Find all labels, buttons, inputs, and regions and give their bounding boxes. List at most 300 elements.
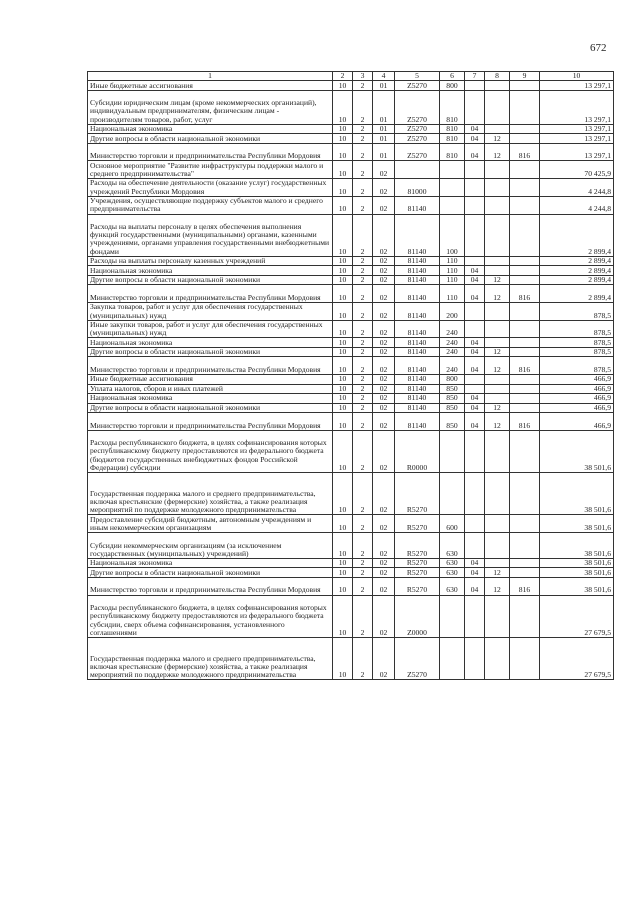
- row-name-cell: Другие вопросы в области национальной экономики: [88, 347, 333, 357]
- activity-cell: 02: [373, 595, 395, 637]
- row-name-cell: Другие вопросы в области национальной экономики: [88, 134, 333, 144]
- ministry-cell: 816: [510, 413, 540, 431]
- ministry-cell: [510, 90, 540, 124]
- activity-cell: 01: [373, 81, 395, 91]
- row-name-cell: Иные бюджетные ассигнования: [88, 81, 333, 91]
- amount-cell: 13 297,1: [540, 81, 614, 91]
- table-row: [88, 577, 614, 595]
- table-row: [88, 161, 614, 179]
- subprogram-cell: 2: [353, 214, 373, 256]
- amount-cell: 13 297,1: [540, 90, 614, 124]
- table-body: [88, 81, 614, 680]
- target-article-cell: 81140: [395, 275, 440, 285]
- subsection-cell: [485, 256, 510, 266]
- section-code-cell: [465, 196, 485, 214]
- target-article-cell: 81000: [395, 179, 440, 197]
- amount-cell: 38 501,6: [540, 577, 614, 595]
- section-code-cell: [465, 90, 485, 124]
- subprogram-cell: 2: [353, 124, 373, 134]
- section-code-cell: 04: [465, 134, 485, 144]
- section-cell: 10: [333, 303, 353, 321]
- target-article-cell: R0000: [395, 430, 440, 472]
- target-article-cell: Z5270: [395, 637, 440, 679]
- ministry-cell: [510, 266, 540, 276]
- expense-type-cell: 110: [440, 275, 465, 285]
- activity-cell: 02: [373, 568, 395, 578]
- row-name-cell: Другие вопросы в области национальной экономики: [88, 568, 333, 578]
- amount-cell: 13 297,1: [540, 124, 614, 134]
- section-code-cell: [465, 320, 485, 338]
- table-row: [88, 214, 614, 256]
- target-article-cell: 81140: [395, 357, 440, 375]
- activity-cell: 02: [373, 403, 395, 413]
- subsection-cell: 12: [485, 143, 510, 161]
- amount-cell: 466,9: [540, 403, 614, 413]
- subsection-cell: [485, 338, 510, 348]
- header-cell: 5: [395, 72, 440, 81]
- section-code-cell: 04: [465, 403, 485, 413]
- subsection-cell: [485, 303, 510, 321]
- subsection-cell: [485, 473, 510, 515]
- table-row: [88, 275, 614, 285]
- table-row: [88, 134, 614, 144]
- amount-cell: 38 501,6: [540, 568, 614, 578]
- section-cell: 10: [333, 384, 353, 394]
- section-cell: 10: [333, 637, 353, 679]
- subprogram-cell: 2: [353, 143, 373, 161]
- subsection-cell: [485, 320, 510, 338]
- header-cell: 1: [88, 72, 333, 81]
- expense-type-cell: 630: [440, 568, 465, 578]
- activity-cell: 02: [373, 285, 395, 303]
- activity-cell: 01: [373, 90, 395, 124]
- amount-cell: 38 501,6: [540, 558, 614, 568]
- row-name-cell: Другие вопросы в области национальной экономики: [88, 403, 333, 413]
- subprogram-cell: 2: [353, 384, 373, 394]
- header-cell: 9: [510, 72, 540, 81]
- table-row: [88, 143, 614, 161]
- ministry-cell: 816: [510, 577, 540, 595]
- section-cell: 10: [333, 515, 353, 533]
- subprogram-cell: 2: [353, 577, 373, 595]
- section-cell: 10: [333, 558, 353, 568]
- table-row: [88, 320, 614, 338]
- header-cell: 3: [353, 72, 373, 81]
- amount-cell: 70 425,9: [540, 161, 614, 179]
- section-code-cell: [465, 515, 485, 533]
- subsection-cell: 12: [485, 568, 510, 578]
- activity-cell: 02: [373, 196, 395, 214]
- ministry-cell: [510, 375, 540, 385]
- target-article-cell: 81140: [395, 320, 440, 338]
- row-name-cell: Закупка товаров, работ и услуг для обеспечения государственных (муниципальных) нужд: [88, 303, 333, 321]
- subprogram-cell: 2: [353, 533, 373, 559]
- section-cell: 10: [333, 214, 353, 256]
- row-name-cell: Министерство торговли и предпринимательства Республики Мордовия: [88, 285, 333, 303]
- table-row: [88, 81, 614, 91]
- subprogram-cell: 2: [353, 196, 373, 214]
- row-name-cell: Расходы на выплаты персоналу казенных учреждений: [88, 256, 333, 266]
- amount-cell: 27 679,5: [540, 595, 614, 637]
- expense-type-cell: [440, 179, 465, 197]
- subprogram-cell: 2: [353, 357, 373, 375]
- ministry-cell: [510, 275, 540, 285]
- expense-type-cell: 810: [440, 134, 465, 144]
- target-article-cell: 81140: [395, 196, 440, 214]
- subprogram-cell: 2: [353, 413, 373, 431]
- section-cell: 10: [333, 196, 353, 214]
- amount-cell: 878,5: [540, 338, 614, 348]
- activity-cell: 02: [373, 214, 395, 256]
- section-code-cell: 04: [465, 357, 485, 375]
- subsection-cell: [485, 179, 510, 197]
- ministry-cell: [510, 430, 540, 472]
- subprogram-cell: 2: [353, 266, 373, 276]
- ministry-cell: 816: [510, 357, 540, 375]
- section-code-cell: [465, 384, 485, 394]
- subprogram-cell: 2: [353, 179, 373, 197]
- section-cell: 10: [333, 338, 353, 348]
- amount-cell: 466,9: [540, 384, 614, 394]
- amount-cell: 2 899,4: [540, 214, 614, 256]
- ministry-cell: [510, 568, 540, 578]
- row-name-cell: Расходы на выплаты персоналу в целях обеспечения выполнения функций государственными (муниципальными) органами, казенными учреждениями, органами управления государственными внебюджетными фондами: [88, 214, 333, 256]
- ministry-cell: [510, 637, 540, 679]
- subprogram-cell: 2: [353, 515, 373, 533]
- expense-type-cell: 800: [440, 375, 465, 385]
- expense-type-cell: 810: [440, 143, 465, 161]
- subsection-cell: [485, 214, 510, 256]
- activity-cell: 02: [373, 384, 395, 394]
- expense-type-cell: 240: [440, 338, 465, 348]
- subsection-cell: 12: [485, 285, 510, 303]
- ministry-cell: [510, 256, 540, 266]
- section-code-cell: 04: [465, 143, 485, 161]
- activity-cell: 01: [373, 143, 395, 161]
- subsection-cell: 12: [485, 347, 510, 357]
- activity-cell: 02: [373, 558, 395, 568]
- ministry-cell: [510, 81, 540, 91]
- amount-cell: 878,5: [540, 357, 614, 375]
- target-article-cell: 81140: [395, 256, 440, 266]
- subsection-cell: 12: [485, 413, 510, 431]
- table-row: [88, 196, 614, 214]
- target-article-cell: 81140: [395, 413, 440, 431]
- table-row: [88, 179, 614, 197]
- amount-cell: 38 501,6: [540, 533, 614, 559]
- section-cell: 10: [333, 266, 353, 276]
- section-code-cell: 04: [465, 394, 485, 404]
- expense-type-cell: [440, 161, 465, 179]
- target-article-cell: Z5270: [395, 81, 440, 91]
- amount-cell: 2 899,4: [540, 285, 614, 303]
- section-code-cell: 04: [465, 275, 485, 285]
- target-article-cell: 81140: [395, 347, 440, 357]
- amount-cell: 2 899,4: [540, 275, 614, 285]
- ministry-cell: [510, 403, 540, 413]
- expense-type-cell: [440, 430, 465, 472]
- section-code-cell: [465, 473, 485, 515]
- header-cell: 6: [440, 72, 465, 81]
- amount-cell: 878,5: [540, 347, 614, 357]
- target-article-cell: 81140: [395, 384, 440, 394]
- subsection-cell: [485, 430, 510, 472]
- expense-type-cell: 110: [440, 266, 465, 276]
- activity-cell: 02: [373, 515, 395, 533]
- activity-cell: 02: [373, 338, 395, 348]
- activity-cell: 02: [373, 394, 395, 404]
- section-cell: 10: [333, 568, 353, 578]
- target-article-cell: 81140: [395, 214, 440, 256]
- ministry-cell: [510, 196, 540, 214]
- section-code-cell: 04: [465, 568, 485, 578]
- row-name-cell: Национальная экономика: [88, 266, 333, 276]
- subprogram-cell: 2: [353, 320, 373, 338]
- target-article-cell: 81140: [395, 266, 440, 276]
- amount-cell: 2 899,4: [540, 256, 614, 266]
- table-row: [88, 90, 614, 124]
- activity-cell: 02: [373, 303, 395, 321]
- ministry-cell: [510, 394, 540, 404]
- section-code-cell: [465, 430, 485, 472]
- table-row: [88, 357, 614, 375]
- table-row: [88, 384, 614, 394]
- target-article-cell: 81140: [395, 338, 440, 348]
- activity-cell: 02: [373, 430, 395, 472]
- row-name-cell: Расходы республиканского бюджета, в целях софинансирования которых республиканскому бюджету предоставляются из федерального бюджета (бюджетов государственных внебюджетных фондов Российской Федерации) субсидии: [88, 430, 333, 472]
- subsection-cell: [485, 81, 510, 91]
- activity-cell: 02: [373, 161, 395, 179]
- subprogram-cell: 2: [353, 285, 373, 303]
- row-name-cell: Министерство торговли и предпринимательства Республики Мордовия: [88, 357, 333, 375]
- table-row: [88, 347, 614, 357]
- amount-cell: 38 501,6: [540, 515, 614, 533]
- row-name-cell: Государственная поддержка малого и среднего предпринимательства, включая крестьянские (фермерские) хозяйства, а также реализация мероприятий по поддержке молодежного предпринимательства: [88, 637, 333, 679]
- subsection-cell: 12: [485, 403, 510, 413]
- expense-type-cell: 110: [440, 256, 465, 266]
- header-cell: 2: [333, 72, 353, 81]
- table-row: [88, 266, 614, 276]
- section-code-cell: 04: [465, 124, 485, 134]
- section-cell: 10: [333, 403, 353, 413]
- expense-type-cell: 200: [440, 303, 465, 321]
- table-row: [88, 403, 614, 413]
- activity-cell: 02: [373, 347, 395, 357]
- header-cell: 10: [540, 72, 614, 81]
- expense-type-cell: 850: [440, 384, 465, 394]
- row-name-cell: Национальная экономика: [88, 558, 333, 568]
- section-cell: 10: [333, 430, 353, 472]
- section-code-cell: 04: [465, 338, 485, 348]
- expense-type-cell: 600: [440, 515, 465, 533]
- section-cell: 10: [333, 81, 353, 91]
- subsection-cell: [485, 124, 510, 134]
- table-row: [88, 473, 614, 515]
- subprogram-cell: 2: [353, 161, 373, 179]
- row-name-cell: Национальная экономика: [88, 394, 333, 404]
- row-name-cell: Национальная экономика: [88, 124, 333, 134]
- table-row: [88, 413, 614, 431]
- section-cell: 10: [333, 90, 353, 124]
- amount-cell: 466,9: [540, 413, 614, 431]
- section-code-cell: [465, 637, 485, 679]
- expense-type-cell: 100: [440, 214, 465, 256]
- subsection-cell: [485, 533, 510, 559]
- expense-type-cell: 630: [440, 558, 465, 568]
- subsection-cell: [485, 196, 510, 214]
- ministry-cell: [510, 124, 540, 134]
- subprogram-cell: 2: [353, 558, 373, 568]
- target-article-cell: R5270: [395, 568, 440, 578]
- expense-type-cell: 810: [440, 90, 465, 124]
- target-article-cell: 81140: [395, 394, 440, 404]
- subprogram-cell: 2: [353, 81, 373, 91]
- amount-cell: 4 244,8: [540, 196, 614, 214]
- row-name-cell: Расходы республиканского бюджета, в целях софинансирования которых республиканскому бюджету предоставляются из федерального бюджета субсидии, сверх объема софинансирования, установленного соглашениями: [88, 595, 333, 637]
- table-row: [88, 568, 614, 578]
- section-code-cell: 04: [465, 558, 485, 568]
- expense-type-cell: [440, 196, 465, 214]
- ministry-cell: [510, 161, 540, 179]
- activity-cell: 02: [373, 266, 395, 276]
- expense-type-cell: [440, 637, 465, 679]
- subsection-cell: [485, 384, 510, 394]
- section-code-cell: [465, 81, 485, 91]
- subsection-cell: [485, 266, 510, 276]
- budget-table: [87, 71, 614, 680]
- subsection-cell: [485, 558, 510, 568]
- target-article-cell: 81140: [395, 403, 440, 413]
- row-name-cell: Иные закупки товаров, работ и услуг для обеспечения государственных (муниципальных) нужд: [88, 320, 333, 338]
- table-row: [88, 595, 614, 637]
- ministry-cell: [510, 179, 540, 197]
- table-row: [88, 285, 614, 303]
- section-cell: 10: [333, 161, 353, 179]
- expense-type-cell: 240: [440, 320, 465, 338]
- section-cell: 10: [333, 179, 353, 197]
- target-article-cell: Z5270: [395, 90, 440, 124]
- section-cell: 10: [333, 256, 353, 266]
- section-code-cell: 04: [465, 577, 485, 595]
- subprogram-cell: 2: [353, 134, 373, 144]
- row-name-cell: Учреждения, осуществляющие поддержку субъектов малого и среднего предпринимательства: [88, 196, 333, 214]
- section-code-cell: [465, 256, 485, 266]
- subsection-cell: 12: [485, 275, 510, 285]
- target-article-cell: 81140: [395, 303, 440, 321]
- section-code-cell: 04: [465, 285, 485, 303]
- section-code-cell: [465, 375, 485, 385]
- ministry-cell: [510, 214, 540, 256]
- activity-cell: 02: [373, 320, 395, 338]
- ministry-cell: [510, 320, 540, 338]
- table-row: [88, 430, 614, 472]
- ministry-cell: [510, 384, 540, 394]
- expense-type-cell: 800: [440, 81, 465, 91]
- table-row: [88, 338, 614, 348]
- activity-cell: 02: [373, 637, 395, 679]
- subprogram-cell: 2: [353, 338, 373, 348]
- row-name-cell: Министерство торговли и предпринимательства Республики Мордовия: [88, 413, 333, 431]
- section-code-cell: [465, 179, 485, 197]
- subprogram-cell: 2: [353, 375, 373, 385]
- subprogram-cell: 2: [353, 347, 373, 357]
- table-row: [88, 394, 614, 404]
- target-article-cell: [395, 161, 440, 179]
- activity-cell: 02: [373, 179, 395, 197]
- table-row: [88, 515, 614, 533]
- row-name-cell: Уплата налогов, сборов и иных платежей: [88, 384, 333, 394]
- expense-type-cell: 630: [440, 577, 465, 595]
- ministry-cell: [510, 473, 540, 515]
- target-article-cell: R5270: [395, 558, 440, 568]
- amount-cell: 878,5: [540, 303, 614, 321]
- expense-type-cell: [440, 595, 465, 637]
- ministry-cell: [510, 515, 540, 533]
- subprogram-cell: 2: [353, 473, 373, 515]
- row-name-cell: Субсидии некоммерческим организациям (за исключением государственных (муниципальных) учреждений): [88, 533, 333, 559]
- subsection-cell: [485, 161, 510, 179]
- section-code-cell: 04: [465, 347, 485, 357]
- subprogram-cell: 2: [353, 568, 373, 578]
- subprogram-cell: 2: [353, 303, 373, 321]
- subsection-cell: [485, 375, 510, 385]
- section-cell: 10: [333, 357, 353, 375]
- subsection-cell: [485, 515, 510, 533]
- subprogram-cell: 2: [353, 275, 373, 285]
- table-row: [88, 637, 614, 679]
- target-article-cell: Z5270: [395, 143, 440, 161]
- section-code-cell: [465, 595, 485, 637]
- expense-type-cell: 240: [440, 357, 465, 375]
- target-article-cell: R5270: [395, 577, 440, 595]
- target-article-cell: Z5270: [395, 124, 440, 134]
- table-header-row: [88, 72, 614, 81]
- ministry-cell: [510, 533, 540, 559]
- expense-type-cell: 850: [440, 403, 465, 413]
- subprogram-cell: 2: [353, 394, 373, 404]
- section-cell: 10: [333, 595, 353, 637]
- expense-type-cell: 850: [440, 394, 465, 404]
- section-cell: 10: [333, 143, 353, 161]
- table-row: [88, 375, 614, 385]
- row-name-cell: Национальная экономика: [88, 338, 333, 348]
- table-row: [88, 533, 614, 559]
- row-name-cell: Предоставление субсидий бюджетным, автономным учреждениям и иным некоммерческим организациям: [88, 515, 333, 533]
- section-cell: 10: [333, 413, 353, 431]
- activity-cell: 02: [373, 275, 395, 285]
- amount-cell: 466,9: [540, 375, 614, 385]
- ministry-cell: [510, 338, 540, 348]
- section-cell: 10: [333, 134, 353, 144]
- table-row: [88, 558, 614, 568]
- ministry-cell: [510, 595, 540, 637]
- section-cell: 10: [333, 320, 353, 338]
- subprogram-cell: 2: [353, 90, 373, 124]
- subprogram-cell: 2: [353, 637, 373, 679]
- section-cell: 10: [333, 473, 353, 515]
- row-name-cell: Министерство торговли и предпринимательства Республики Мордовия: [88, 143, 333, 161]
- section-cell: 10: [333, 577, 353, 595]
- section-cell: 10: [333, 285, 353, 303]
- subsection-cell: 12: [485, 134, 510, 144]
- subsection-cell: [485, 595, 510, 637]
- target-article-cell: R5270: [395, 515, 440, 533]
- ministry-cell: [510, 558, 540, 568]
- ministry-cell: 816: [510, 285, 540, 303]
- amount-cell: 13 297,1: [540, 134, 614, 144]
- row-name-cell: Иные бюджетные ассигнования: [88, 375, 333, 385]
- amount-cell: 38 501,6: [540, 473, 614, 515]
